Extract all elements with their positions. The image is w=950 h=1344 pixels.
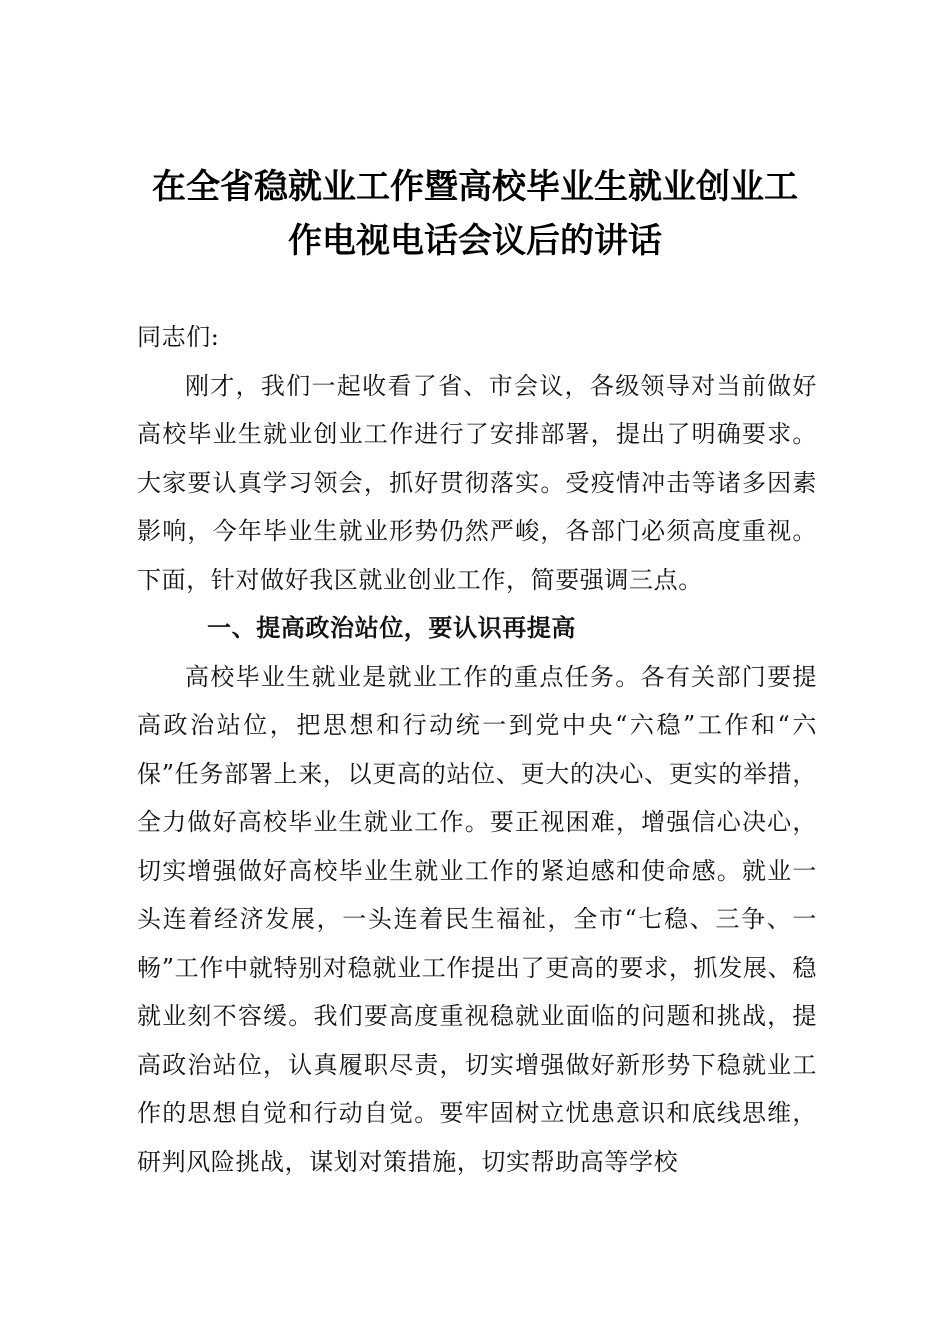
paragraph-section-1: 高校毕业生就业是就业工作的重点任务。各有关部门要提高政治站位，把思想和行动统一到党中央“六稳”工作和“六保”任务部署上来，以更高的站位、更大的决心、更实的举措，全力做好高校毕业生就业工作。要正视困难，增强信心决心，切实增强做好高校毕业生就业工作的紧迫感和使命感。就业一头连着经济发展，一头连着民生福祉，全市“七稳、三争、一畅”工作中就特别对稳就业工作提出了更高的要求，抓发展、稳就业刻不容缓。我们要高度重视稳就业面临的问题和挑战，提高政治站位，认真履职尽责，切实增强做好新形势下稳就业工作的思想自觉和行动自觉。要牢固树立忧患意识和底线思维，研判风险挑战，谋划对策措施，切实帮助高等学校 (137, 662, 817, 1176)
salutation: 同志们: (137, 323, 220, 351)
document-body (137, 313, 817, 1186)
section-heading-1: 一、提高政治站位，要认识再提高 (207, 614, 576, 642)
paragraph-intro: 刚才，我们一起收看了省、市会议，各级领导对当前做好高校毕业生就业创业工作进行了安排部署，提出了明确要求。大家要认真学习领会，抓好贯彻落实。受疫情冲击等诸多因素影响，今年毕业生就业形势仍然严峻，各部门必须高度重视。下面，针对做好我区就业创业工作，简要强调三点。 (137, 371, 817, 594)
title-line-2: 作电视电话会议后的讲话 (288, 221, 662, 261)
title-line-1: 在全省稳就业工作暨高校毕业生就业创业工 (152, 167, 798, 207)
document-title (130, 160, 820, 268)
